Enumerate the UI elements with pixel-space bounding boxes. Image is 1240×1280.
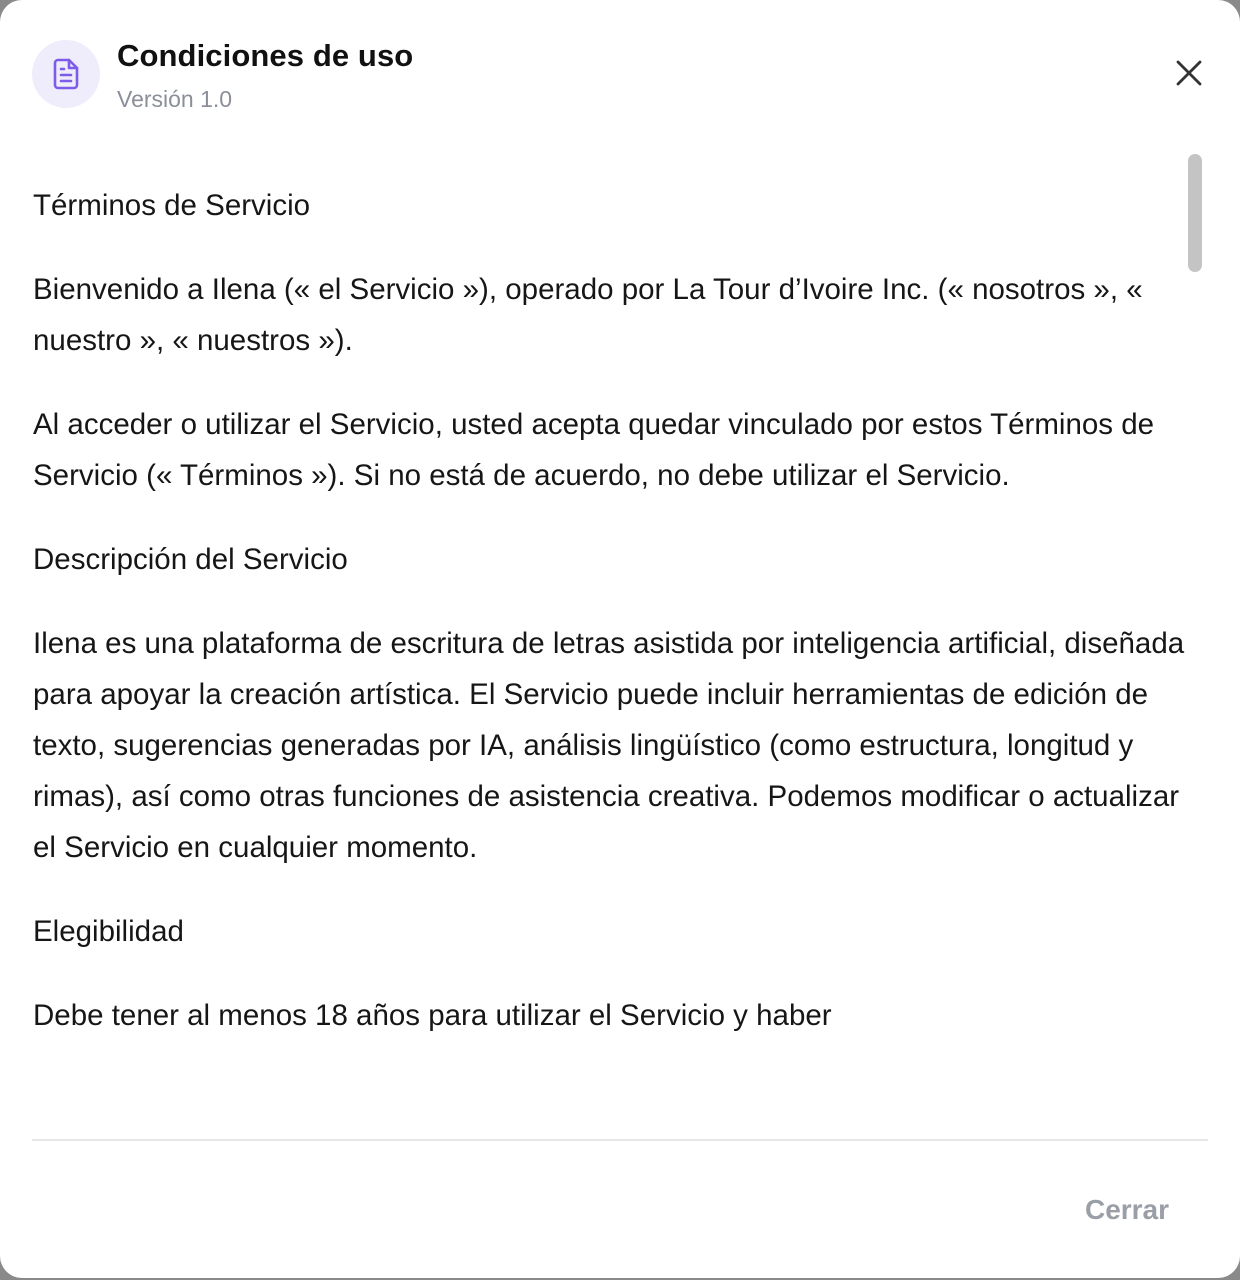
version-label: Versión 1.0	[117, 86, 233, 112]
paragraph: Bienvenido a Ilena (« el Servicio »), operado por La Tour d’Ivoire Inc. (« nosotros », « nuestro », « nuestros »).	[33, 273, 1143, 357]
close-icon	[1175, 59, 1203, 87]
paragraph: Al acceder o utilizar el Servicio, usted acepta quedar vinculado por estos Términos de Servicio (« Términos »). Si no está de acuerdo, no debe utilizar el Servicio.	[33, 408, 1155, 492]
close-button[interactable]: Cerrar	[1084, 1194, 1170, 1225]
scrollbar[interactable]	[1186, 150, 1204, 1108]
footer-divider	[32, 1139, 1208, 1141]
section-heading: Descripción del Servicio	[33, 543, 348, 576]
scrollbar-thumb[interactable]	[1188, 154, 1202, 272]
dialog-title: Condiciones de uso	[117, 38, 414, 73]
section-heading: Elegibilidad	[33, 915, 184, 948]
close-icon-button[interactable]	[1164, 48, 1214, 98]
terms-content	[33, 180, 1193, 1074]
document-icon	[52, 58, 80, 90]
paragraph: Debe tener al menos 18 años para utilizar el Servicio y haber	[33, 999, 832, 1032]
section-heading: Términos de Servicio	[33, 189, 311, 222]
terms-scroll-area[interactable]	[0, 150, 1240, 1108]
document-badge	[32, 40, 100, 108]
paragraph: Ilena es una plataforma de escritura de letras asistida por inteligencia artificial, diseñada para apoyar la creación artística. El Servicio puede incluir herramientas de edición de texto, sugerencias generadas por IA, análisis lingüístico (como estructura, longitud y rimas), así como otras funciones de asistencia creativa. Podemos modificar o actualizar el Servicio en cualquier momento.	[33, 627, 1185, 864]
dialog-header	[0, 0, 1240, 140]
